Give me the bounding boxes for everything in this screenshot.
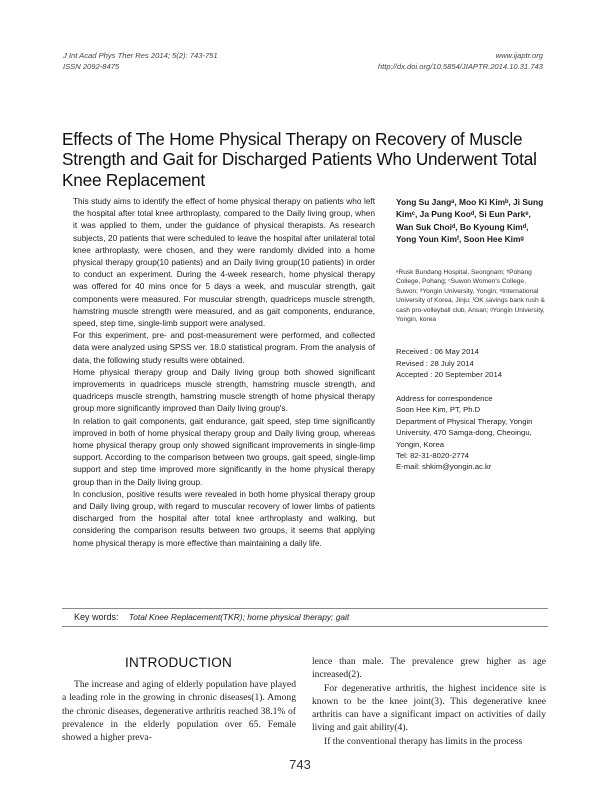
article-dates [396, 346, 546, 381]
intro-paragraph: The increase and aging of elderly population have played a leading role in the growing in chronic diseases(1). Among the chronic diseases, degenerative arthritis reached 38.1% of prevalence in the elderly population over 65. Female showed a higher preva- [62, 679, 296, 744]
intro-column-left [62, 678, 296, 744]
revised-date: Revised : 28 July 2014 [396, 358, 474, 368]
section-heading-introduction: INTRODUCTION [125, 655, 233, 670]
intro-paragraph: If the conventional therapy has limits in the process [324, 735, 523, 747]
correspondence-name: Soon Hee Kim, PT, Ph.D [396, 405, 481, 415]
article-title: Effects of The Home Physical Therapy on Recovery of Muscle Strength and Gait for Discharged Patients Who Underwent Total Knee Replacement [62, 128, 537, 190]
author-affiliations: ᵃRusk Bundang Hospital, Seongnam; ᵇPohang College, Pohang; ᶜSuwon Women's College, Suwon; ᵈYongin University, Yongin; ᵉInternational University of Korea, Jinju; ᶠOK savings bank rush & cash pro-volleyball club, Ansan; ᵍYongin University, Yongin, korea [396, 269, 545, 324]
abstract-paragraph: This study aims to identify the effect of home physical therapy on patients who left the hospital after total knee arthroplasty, compared to the Daily living group, when it was applied to them, under the guidance of physical therapists. As research subjects, 20 patients that were scheduled to leave the hospital after unilateral total knee arthroplasty, were chosen, and they were randomly divided into a home physical therapy group(10 patients) and an Daily living group(10 patients) in order to conduct an experiment. During the 4-week research, home physical therapy was offered for 40 mins once for 5 days a week, and muscular strength, gait components were measured. For muscular strength, quadriceps muscle strength, hamstring muscle strength were measured, and as gait components, endurance, speed, step time, single-limb support were analysed. [73, 197, 375, 329]
correspondence-email[interactable]: E-mail: shkim@yongin.ac.kr [396, 462, 492, 472]
keywords-text: Total Knee Replacement(TKR); home physical therapy; gait [128, 612, 350, 622]
correspondence-block [396, 393, 546, 473]
abstract-paragraph: In conclusion, positive results were revealed in both home physical therapy group and Daily living group, with regard to muscular recovery of lower limbs of patients discharged from the hospital after total knee arthroplasty and walking, but considering the comparison results between two groups, it seems that applying home physical therapy is more effective than maintaining a daily life. [73, 489, 375, 548]
author-list: Yong Su Jangᵃ, Moo Ki Kimᵇ, Ji Sung Kimᶜ, Ja Pung Kooᵈ, Si Eun Parkᵉ, Wan Suk Choiᵈ, Bo Kyoung Kimᵈ, Yong Youn Kimᶠ, Soon Hee Kimᵍ [396, 197, 544, 245]
abstract [73, 196, 375, 550]
keywords-top-rule [62, 608, 548, 609]
intro-column-right [312, 655, 546, 748]
correspondence-heading: Address for correspondence [396, 394, 493, 403]
abstract-paragraph: Home physical therapy group and Daily living group both showed significant improvements in quadriceps muscle strength, hamstring muscle strength, and quadriceps muscle strength, hamstring muscle strength of home physical therapy group more significantly improved than Daily living group's. [73, 367, 375, 414]
keywords-row [74, 612, 349, 623]
correspondence-address: Department of Physical Therapy, Yongin University, 470 Samga-dong, Cheoingu, Yongin, Korea [396, 416, 533, 449]
intro-paragraph: For degenerative arthritis, the highest incidence site is known to be the knee joint(3). This degenerative knee arthritis can have a significant impact on activities of daily living and gait ability(4). [312, 682, 546, 734]
journal-citation: J Int Acad Phys Ther Res 2014; 5(2): 743-751 [63, 51, 218, 60]
journal-url[interactable]: www.ijaptr.org [495, 51, 543, 60]
journal-issn: ISSN 2092-8475 [63, 62, 120, 71]
journal-header-right [378, 50, 543, 72]
page-number: 743 [289, 757, 311, 772]
correspondence-tel: Tel: 82-31-8020-2774 [396, 451, 470, 461]
accepted-date: Accepted : 20 September 2014 [396, 370, 502, 380]
received-date: Received : 06 May 2014 [396, 347, 479, 356]
intro-paragraph: lence than male. The prevalence grew higher as age increased(2). [312, 656, 546, 681]
keywords-bottom-rule [62, 626, 548, 627]
journal-header-left [63, 50, 218, 72]
abstract-paragraph: For this experiment, pre- and post-measurement were performed, and collected data were analyzed using SPSS ver. 18.0 statistical program. From the analysis of data, the following study results were obtained. [73, 331, 375, 365]
abstract-paragraph: In relation to gait components, gait endurance, gait speed, step time significantly improved in both of home physical therapy group and Daily living group, whereas home physical therapy group only showed significant improvements in single-limp support. According to the comparison between two groups, gait speed, single-limp support and step time improved more significantly in the home physical therapy group than in the Daily living group. [73, 416, 375, 487]
keywords-label: Key words: [74, 612, 119, 622]
article-doi[interactable]: http://dx.doi.org/10.5854/JIAPTR.2014.10.31.743 [377, 62, 543, 71]
